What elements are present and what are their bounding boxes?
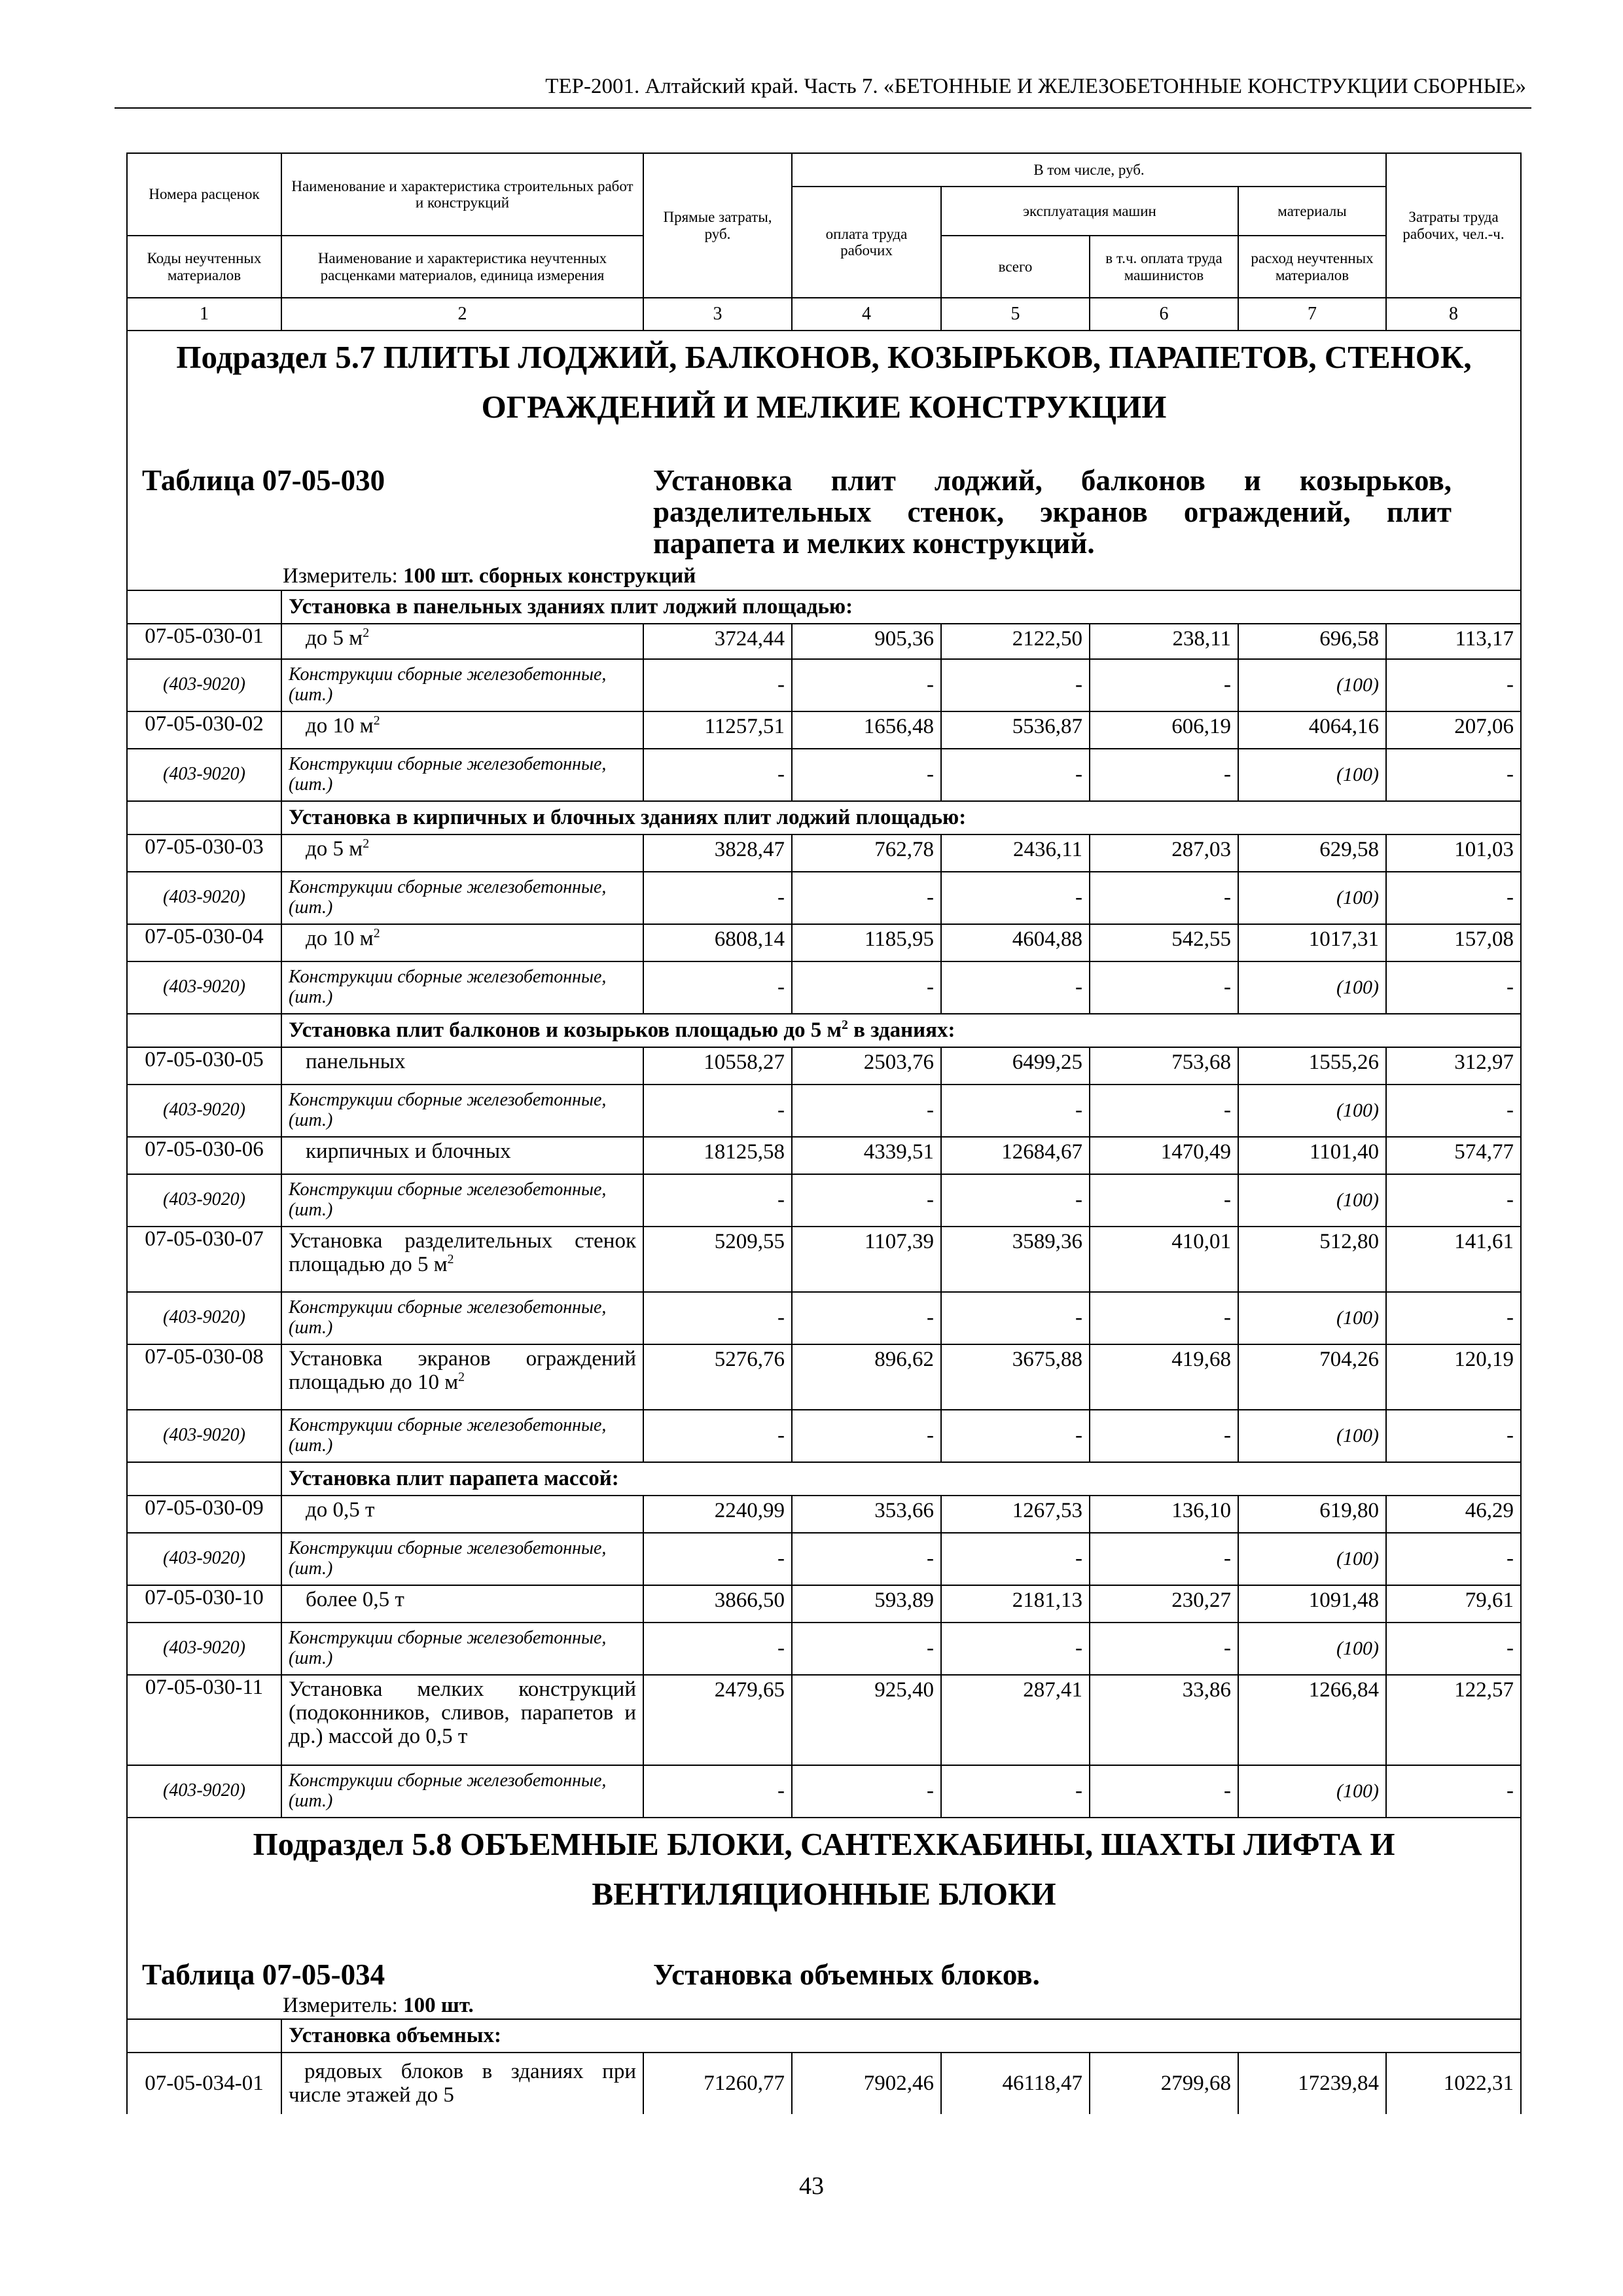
empty-value: -	[941, 1533, 1090, 1585]
empty-value: -	[1386, 659, 1521, 711]
group-spacer	[127, 1462, 281, 1496]
header-labor-pay: оплата труда рабочих	[792, 187, 941, 298]
header-materials: материалы	[1238, 187, 1386, 236]
empty-value: -	[643, 1174, 792, 1227]
value-cell: 4339,51	[792, 1137, 941, 1174]
value-cell: 136,10	[1090, 1496, 1238, 1533]
value-cell: 1267,53	[941, 1496, 1090, 1533]
column-number: 7	[1238, 298, 1386, 331]
table-row	[127, 924, 1521, 961]
empty-value: -	[792, 961, 941, 1014]
section-title-line: ОГРАЖДЕНИЙ И МЕЛКИЕ КОНСТРУКЦИИ	[481, 388, 1167, 425]
value-cell: 629,58	[1238, 834, 1386, 872]
material-row	[127, 659, 1521, 711]
material-code: (403-9020)	[127, 1765, 281, 1818]
empty-value: -	[792, 1085, 941, 1137]
column-number: 6	[1090, 298, 1238, 331]
rate-description	[281, 1675, 643, 1765]
value-cell: 1555,26	[1238, 1047, 1386, 1085]
table-row	[127, 711, 1521, 749]
empty-value: -	[941, 1765, 1090, 1818]
header-direct-costs: Прямые затраты, руб.	[643, 153, 792, 298]
table-caption	[128, 465, 1520, 559]
empty-value: -	[1386, 1410, 1521, 1462]
group-text-suffix: в зданиях:	[853, 1018, 955, 1042]
group-row	[127, 1462, 1521, 1496]
section-title-line: ВЕНТИЛЯЦИОННЫЕ БЛОКИ	[592, 1875, 1056, 1912]
value-cell: 79,61	[1386, 1585, 1521, 1623]
section-title-line: Подраздел 5.8 ОБЪЕМНЫЕ БЛОКИ, САНТЕХКАБИНЫ, ШАХТЫ ЛИФТА И	[253, 1825, 1395, 1862]
value-cell: 619,80	[1238, 1496, 1386, 1533]
measure-value: 100 шт.	[403, 1993, 474, 2017]
value-cell: 593,89	[792, 1585, 941, 1623]
value-cell: 1107,39	[792, 1227, 941, 1292]
header-materials-unaccounted: расход неучтенных материалов	[1238, 236, 1386, 298]
empty-value: -	[1386, 1174, 1521, 1227]
material-row	[127, 1533, 1521, 1585]
rate-description: рядовых блоков в зданиях при числе этажей до 5	[281, 2053, 643, 2114]
value-cell: 1185,95	[792, 924, 941, 961]
rate-code: 07-05-034-01	[127, 2053, 281, 2114]
empty-value: -	[792, 1765, 941, 1818]
rate-description	[281, 711, 643, 749]
rate-description	[281, 1585, 643, 1623]
value-cell: 5276,76	[643, 1344, 792, 1410]
empty-value: -	[1090, 1533, 1238, 1585]
value-cell: 896,62	[792, 1344, 941, 1410]
page-number: 43	[799, 2172, 824, 2200]
group-spacer	[127, 2019, 281, 2053]
table-row	[127, 1344, 1521, 1410]
value-cell: 2240,99	[643, 1496, 792, 1533]
empty-value: -	[941, 1410, 1090, 1462]
header-machines-labor: в т.ч. оплата труда машинистов	[1090, 236, 1238, 298]
empty-value: -	[941, 659, 1090, 711]
material-code: (403-9020)	[127, 1085, 281, 1137]
material-code: (403-9020)	[127, 659, 281, 711]
empty-value: -	[1386, 1765, 1521, 1818]
material-quantity: (100)	[1238, 1292, 1386, 1344]
rates-table	[126, 152, 1522, 2114]
material-quantity: (100)	[1238, 872, 1386, 924]
value-cell: 113,17	[1386, 624, 1521, 659]
header-rate-numbers: Номера расценок	[127, 153, 281, 236]
empty-value: -	[643, 1292, 792, 1344]
value-cell: 122,57	[1386, 1675, 1521, 1765]
empty-value: -	[1386, 1623, 1521, 1675]
value-cell: 3866,50	[643, 1585, 792, 1623]
table-number: Таблица 07-05-030	[142, 463, 385, 497]
value-cell: 6499,25	[941, 1047, 1090, 1085]
section-block	[127, 331, 1521, 590]
group-label	[281, 590, 1521, 624]
material-name: Конструкции сборные железобетонные, (шт.)	[281, 1765, 643, 1818]
column-number: 5	[941, 298, 1090, 331]
rate-name: до 10 м	[306, 713, 374, 738]
value-cell: 1470,49	[1090, 1137, 1238, 1174]
material-row	[127, 1085, 1521, 1137]
empty-value: -	[1090, 1623, 1238, 1675]
value-cell: 17239,84	[1238, 2053, 1386, 2114]
empty-value: -	[1386, 872, 1521, 924]
group-label	[281, 1462, 1521, 1496]
material-code: (403-9020)	[127, 1533, 281, 1585]
material-code: (403-9020)	[127, 961, 281, 1014]
group-text: Установка объемных:	[289, 2024, 502, 2048]
value-cell: 11257,51	[643, 711, 792, 749]
material-quantity: (100)	[1238, 1085, 1386, 1137]
material-name: Конструкции сборные железобетонные, (шт.)	[281, 749, 643, 801]
group-text: Установка в панельных зданиях плит лоджий площадью:	[289, 594, 853, 619]
empty-value: -	[941, 1085, 1090, 1137]
empty-value: -	[1090, 749, 1238, 801]
material-name: Конструкции сборные железобетонные, (шт.)	[281, 659, 643, 711]
material-name: Конструкции сборные железобетонные, (шт.)	[281, 1533, 643, 1585]
value-cell: 2122,50	[941, 624, 1090, 659]
material-name: Конструкции сборные железобетонные, (шт.)	[281, 1085, 643, 1137]
material-code: (403-9020)	[127, 1292, 281, 1344]
value-cell: 6808,14	[643, 924, 792, 961]
empty-value: -	[1090, 1765, 1238, 1818]
rate-name: до 0,5 т	[306, 1498, 375, 1522]
value-cell: 71260,77	[643, 2053, 792, 2114]
rate-name: Установка экранов ограждений площадью до 10 м	[289, 1346, 636, 1394]
value-cell: 1017,31	[1238, 924, 1386, 961]
group-label	[281, 2019, 1521, 2053]
material-quantity: (100)	[1238, 1623, 1386, 1675]
header-material-codes: Коды неучтенных материалов	[127, 236, 281, 298]
material-quantity: (100)	[1238, 1410, 1386, 1462]
table-row	[127, 834, 1521, 872]
material-name: Конструкции сборные железобетонные, (шт.)	[281, 1292, 643, 1344]
value-cell: 10558,27	[643, 1047, 792, 1085]
material-name: Конструкции сборные железобетонные, (шт.)	[281, 1174, 643, 1227]
superscript: 2	[842, 1017, 848, 1032]
empty-value: -	[643, 872, 792, 924]
value-cell: 353,66	[792, 1496, 941, 1533]
running-title: ТЕР-2001. Алтайский край. Часть 7. «БЕТОННЫЕ И ЖЕЛЕЗОБЕТОННЫЕ КОНСТРУКЦИИ СБОРНЫЕ»	[545, 75, 1526, 98]
value-cell: 287,41	[941, 1675, 1090, 1765]
empty-value: -	[1386, 749, 1521, 801]
value-cell: 925,40	[792, 1675, 941, 1765]
value-cell: 4064,16	[1238, 711, 1386, 749]
material-quantity: (100)	[1238, 749, 1386, 801]
group-label	[281, 801, 1521, 834]
material-quantity: (100)	[1238, 659, 1386, 711]
empty-value: -	[1090, 1292, 1238, 1344]
header-material-names: Наименование и характеристика неучтенных расценками материалов, единица измерения	[281, 236, 643, 298]
measure	[283, 1994, 1520, 2018]
empty-value: -	[792, 1292, 941, 1344]
value-cell: 287,03	[1090, 834, 1238, 872]
page-header	[115, 73, 1531, 109]
group-row	[127, 590, 1521, 624]
table-body	[127, 331, 1521, 2114]
superscript: 2	[447, 1251, 454, 1266]
empty-value: -	[941, 872, 1090, 924]
group-text: Установка плит балконов и козырьков площадью до 5 м	[289, 1018, 842, 1042]
empty-value: -	[792, 1623, 941, 1675]
material-row	[127, 1410, 1521, 1462]
rate-description	[281, 1227, 643, 1292]
material-name: Конструкции сборные железобетонные, (шт.)	[281, 1410, 643, 1462]
group-row	[127, 801, 1521, 834]
value-cell: 512,80	[1238, 1227, 1386, 1292]
empty-value: -	[643, 961, 792, 1014]
empty-value: -	[1090, 1174, 1238, 1227]
empty-value: -	[643, 1410, 792, 1462]
rate-name: до 10 м	[306, 926, 374, 950]
value-cell: 312,97	[1386, 1047, 1521, 1085]
empty-value: -	[1386, 1292, 1521, 1344]
rate-code: 07-05-030-11	[127, 1675, 281, 1765]
value-cell: 542,55	[1090, 924, 1238, 961]
group-label	[281, 1014, 1521, 1047]
material-name: Конструкции сборные железобетонные, (шт.)	[281, 961, 643, 1014]
header-labor-cost: Затраты труда рабочих, чел.-ч.	[1386, 153, 1521, 298]
value-cell: 3675,88	[941, 1344, 1090, 1410]
empty-value: -	[941, 1623, 1090, 1675]
value-cell: 696,58	[1238, 624, 1386, 659]
rate-description	[281, 1047, 643, 1085]
column-number: 4	[792, 298, 941, 331]
empty-value: -	[643, 1765, 792, 1818]
empty-value: -	[1090, 872, 1238, 924]
value-cell: 46,29	[1386, 1496, 1521, 1533]
value-cell: 46118,47	[941, 2053, 1090, 2114]
value-cell: 157,08	[1386, 924, 1521, 961]
value-cell: 762,78	[792, 834, 941, 872]
material-row	[127, 1174, 1521, 1227]
rate-code: 07-05-030-04	[127, 924, 281, 961]
value-cell: 1101,40	[1238, 1137, 1386, 1174]
table-row	[127, 1227, 1521, 1292]
table-title: Установка плит лоджий, балконов и козырьков, разделительных стенок, экранов ограждений, плит парапета и мелких конструкций.	[653, 463, 1452, 560]
empty-value: -	[792, 1410, 941, 1462]
header-machines-total: всего	[941, 236, 1090, 298]
header-machines: эксплуатация машин	[941, 187, 1238, 236]
material-quantity: (100)	[1238, 961, 1386, 1014]
empty-value: -	[792, 659, 941, 711]
group-row	[127, 1014, 1521, 1047]
empty-value: -	[941, 1292, 1090, 1344]
value-cell: 2479,65	[643, 1675, 792, 1765]
material-quantity: (100)	[1238, 1765, 1386, 1818]
measure-value: 100 шт. сборных конструкций	[403, 564, 696, 588]
value-cell: 5209,55	[643, 1227, 792, 1292]
header-including: В том числе, руб.	[792, 153, 1386, 187]
material-row	[127, 1292, 1521, 1344]
measure-label: Измеритель:	[283, 1993, 398, 2017]
group-row	[127, 2019, 1521, 2053]
rate-code: 07-05-030-09	[127, 1496, 281, 1533]
material-quantity: (100)	[1238, 1174, 1386, 1227]
rate-code: 07-05-030-07	[127, 1227, 281, 1292]
value-cell: 2799,68	[1090, 2053, 1238, 2114]
value-cell: 4604,88	[941, 924, 1090, 961]
rate-name: более 0,5 т	[306, 1587, 404, 1611]
value-cell: 1266,84	[1238, 1675, 1386, 1765]
rate-name: до 5 м	[306, 626, 363, 650]
empty-value: -	[1386, 1085, 1521, 1137]
value-cell: 207,06	[1386, 711, 1521, 749]
column-number: 2	[281, 298, 643, 331]
material-row	[127, 961, 1521, 1014]
value-cell: 3724,44	[643, 624, 792, 659]
empty-value: -	[1090, 1410, 1238, 1462]
value-cell: 3589,36	[941, 1227, 1090, 1292]
group-text: Установка в кирпичных и блочных зданиях плит лоджий площадью:	[289, 805, 967, 829]
superscript: 2	[363, 836, 370, 851]
section-title-line: Подраздел 5.7 ПЛИТЫ ЛОДЖИЙ, БАЛКОНОВ, КОЗЫРЬКОВ, ПАРАПЕТОВ, СТЕНОК,	[176, 339, 1472, 375]
section-row	[127, 331, 1521, 590]
section-row	[127, 1818, 1521, 2019]
material-code: (403-9020)	[127, 1410, 281, 1462]
superscript: 2	[363, 625, 370, 640]
value-cell: 18125,58	[643, 1137, 792, 1174]
value-cell: 753,68	[1090, 1047, 1238, 1085]
rate-name: кирпичных и блочных	[306, 1139, 511, 1163]
table-title: Установка объемных блоков.	[653, 1958, 1040, 1992]
rate-description	[281, 1496, 643, 1533]
rate-description	[281, 624, 643, 659]
value-cell: 238,11	[1090, 624, 1238, 659]
material-row	[127, 1623, 1521, 1675]
value-cell: 2436,11	[941, 834, 1090, 872]
rate-name: Установка мелких конструкций (подоконников, сливов, парапетов и др.) массой до 0,5 т	[289, 1677, 636, 1749]
empty-value: -	[1386, 961, 1521, 1014]
value-cell: 704,26	[1238, 1344, 1386, 1410]
empty-value: -	[941, 961, 1090, 1014]
rate-code: 07-05-030-06	[127, 1137, 281, 1174]
table-row	[127, 1585, 1521, 1623]
column-number: 3	[643, 298, 792, 331]
rate-description	[281, 1137, 643, 1174]
material-name: Конструкции сборные железобетонные, (шт.)	[281, 872, 643, 924]
rate-code: 07-05-030-03	[127, 834, 281, 872]
value-cell: 3828,47	[643, 834, 792, 872]
table-row	[127, 2053, 1521, 2114]
table-row	[127, 1047, 1521, 1085]
superscript: 2	[373, 925, 380, 941]
table-number: Таблица 07-05-034	[142, 1958, 385, 1992]
material-code: (403-9020)	[127, 1174, 281, 1227]
group-text: Установка плит парапета массой:	[289, 1466, 619, 1490]
material-code: (403-9020)	[127, 749, 281, 801]
empty-value: -	[941, 1174, 1090, 1227]
empty-value: -	[1386, 1533, 1521, 1585]
rate-description	[281, 924, 643, 961]
value-cell: 101,03	[1386, 834, 1521, 872]
material-row	[127, 1765, 1521, 1818]
material-row	[127, 749, 1521, 801]
empty-value: -	[643, 1085, 792, 1137]
group-spacer	[127, 590, 281, 624]
table-row	[127, 1137, 1521, 1174]
empty-value: -	[1090, 961, 1238, 1014]
table-caption	[128, 1959, 1520, 1990]
superscript: 2	[373, 713, 380, 728]
value-cell: 905,36	[792, 624, 941, 659]
group-spacer	[127, 801, 281, 834]
value-cell: 5536,87	[941, 711, 1090, 749]
column-number: 1	[127, 298, 281, 331]
material-code: (403-9020)	[127, 1623, 281, 1675]
empty-value: -	[792, 749, 941, 801]
value-cell: 120,19	[1386, 1344, 1521, 1410]
value-cell: 141,61	[1386, 1227, 1521, 1292]
value-cell: 410,01	[1090, 1227, 1238, 1292]
value-cell: 1656,48	[792, 711, 941, 749]
measure-label: Измеритель:	[283, 564, 398, 588]
rate-code: 07-05-030-08	[127, 1344, 281, 1410]
material-name: Конструкции сборные железобетонные, (шт.)	[281, 1623, 643, 1675]
value-cell: 2503,76	[792, 1047, 941, 1085]
section-block	[127, 1818, 1521, 2019]
section-title	[128, 331, 1520, 432]
material-quantity: (100)	[1238, 1533, 1386, 1585]
rate-name: Установка разделительных стенок площадью до 5 м	[289, 1229, 636, 1276]
rate-description	[281, 834, 643, 872]
measure	[283, 564, 1520, 589]
empty-value: -	[941, 749, 1090, 801]
value-cell: 7902,46	[792, 2053, 941, 2114]
empty-value: -	[643, 1623, 792, 1675]
empty-value: -	[643, 749, 792, 801]
value-cell: 419,68	[1090, 1344, 1238, 1410]
material-code: (403-9020)	[127, 872, 281, 924]
empty-value: -	[1090, 1085, 1238, 1137]
empty-value: -	[792, 872, 941, 924]
rate-code: 07-05-030-02	[127, 711, 281, 749]
empty-value: -	[792, 1533, 941, 1585]
value-cell: 1022,31	[1386, 2053, 1521, 2114]
rate-code: 07-05-030-10	[127, 1585, 281, 1623]
empty-value: -	[792, 1174, 941, 1227]
rate-code: 07-05-030-01	[127, 624, 281, 659]
empty-value: -	[1090, 659, 1238, 711]
value-cell: 33,86	[1090, 1675, 1238, 1765]
rate-name: панельных	[306, 1049, 406, 1073]
value-cell: 1091,48	[1238, 1585, 1386, 1623]
rate-description	[281, 1344, 643, 1410]
value-cell: 230,27	[1090, 1585, 1238, 1623]
value-cell: 574,77	[1386, 1137, 1521, 1174]
material-row	[127, 872, 1521, 924]
value-cell: 2181,13	[941, 1585, 1090, 1623]
superscript: 2	[458, 1369, 465, 1384]
section-title	[128, 1818, 1520, 1919]
empty-value: -	[643, 659, 792, 711]
table-row	[127, 624, 1521, 659]
table-row	[127, 1675, 1521, 1765]
rate-name: до 5 м	[306, 836, 363, 861]
column-number: 8	[1386, 298, 1521, 331]
value-cell: 606,19	[1090, 711, 1238, 749]
value-cell: 12684,67	[941, 1137, 1090, 1174]
empty-value: -	[643, 1533, 792, 1585]
header-work-name: Наименование и характеристика строительных работ и конструкций	[281, 153, 643, 236]
group-spacer	[127, 1014, 281, 1047]
table-row	[127, 1496, 1521, 1533]
rate-code: 07-05-030-05	[127, 1047, 281, 1085]
